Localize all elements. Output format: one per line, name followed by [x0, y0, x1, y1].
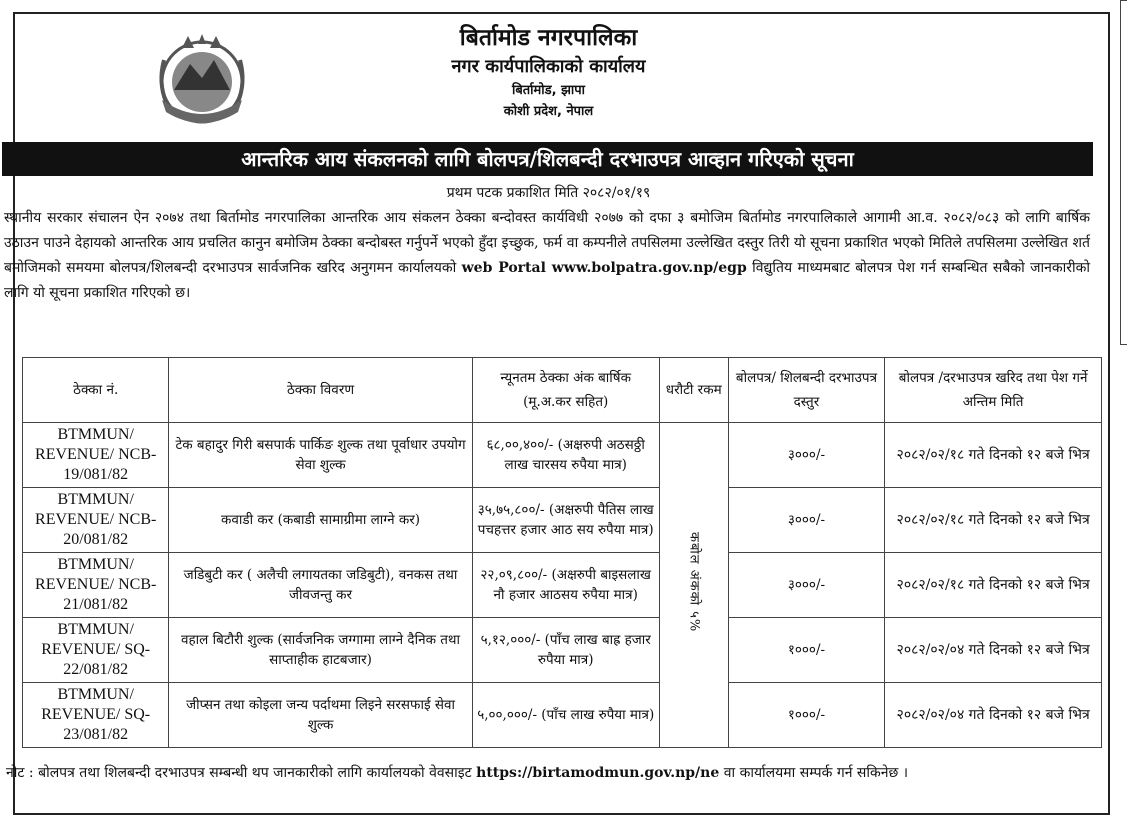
tender-deadline: २०८२/०२/१८ गते दिनको १२ बजे भित्र — [885, 488, 1102, 553]
tender-amount: ५,००,०००/- (पाँच लाख रुपैया मात्र) — [472, 683, 659, 748]
tender-amount: २२,०९,८००/- (अक्षरुपी बाइसलाख नौ हजार आठसय रुपैया मात्र) — [472, 553, 659, 618]
tender-desc: जीप्सन तथा कोइला जन्य पर्दाथमा लिइने सरसफाई सेवा शुल्क — [169, 683, 472, 748]
table-header-row — [23, 358, 1102, 423]
body-text-part2: विद्युतिय माध्यमबाट बोलपत्र पेश गर्न सम्बन्धित सबैको जानकारीको लागि यो सूचना प्रकाशित गरिएको छ। — [4, 260, 1091, 301]
tender-fee: ३०००/- — [728, 423, 885, 488]
table-row — [23, 488, 1102, 553]
tender-deadline: २०८२/०२/१८ गते दिनको १२ बजे भित्र — [885, 423, 1102, 488]
tender-desc: वहाल बिटौरी शुल्क (सार्वजनिक जग्गामा लाग्ने दैनिक तथा साप्ताहीक हाटबजार) — [169, 618, 472, 683]
address-line-2: कोशी प्रदेश, नेपाल — [503, 104, 594, 119]
note-part2: वा कार्यालयमा सम्पर्क गर्न सकिनेछ । — [723, 765, 909, 781]
notice-title-banner: आन्तरिक आय संकलनको लागि बोलपत्र/शिलबन्दी दरभाउपत्र आव्हान गरिएको सूचना — [2, 142, 1093, 176]
tender-amount: ३५,७५,८००/- (अक्षरुपी पैतिस लाख पचहत्तर हजार आठ सय रुपैया मात्र) — [472, 488, 659, 553]
tender-deadline: २०८२/०२/०४ गते दिनको १२ बजे भित्र — [885, 618, 1102, 683]
body-text-part1: स्थानीय सरकार संचालन ऐन २०७४ तथा बिर्तामोड नगरपालिका आन्तरिक आय संकलन ठेक्का बन्दोवस्त कार्यविधी २०७७ को दफा ३ बमोजिम बिर्तामोड नगरपालिकाले आगामी आ.व. २०८२/०८३ को लागि बार्षिक उठाउन पाउने देहायको आन्तरिक आय प्रचलित कानुन बमोजिम ठेक्का बन्दोबस्त गर्नुपर्ने भएको हुँदा इच्छुक, फर्म वा कम्पनीले तपसिलमा उल्लेखित दस्तुर तिरी यो सूचना प्रकाशित भएको मितिले तपसिलमा उल्लेखित शर्त बमोजिमको समयमा बोलपत्र/शिलबन्दी दरभाउपत्र सार्वजनिक खरिद अनुगमन कार्यालयको — [4, 210, 1090, 276]
org-name: बिर्तामोड नगरपालिका — [459, 25, 638, 51]
page-edge-mark — [1120, 0, 1127, 345]
office-name: नगर कार्यपालिकाको कार्यालय — [451, 56, 646, 77]
notice-body — [4, 206, 1090, 306]
note-part1: नोट : बोलपत्र तथा शिलबन्दी दरभाउपत्र सम्बन्धी थप जानकारीको लागि कार्यालयको वेवसाइट — [6, 765, 472, 781]
website-link[interactable]: https://birtamodmun.gov.np/ne — [476, 765, 720, 781]
tender-fee: १०००/- — [728, 683, 885, 748]
table-row — [23, 553, 1102, 618]
table-row — [23, 618, 1102, 683]
tender-ref: BTMMUN/ REVENUE/ SQ-22/081/82 — [23, 618, 169, 683]
tender-deadline: २०८२/०२/०४ गते दिनको १२ बजे भित्र — [885, 683, 1102, 748]
table-row — [23, 423, 1102, 488]
portal-link: web Portal www.bolpatra.gov.np/egp — [461, 260, 747, 276]
deposit-text: कबोल अंकको ५% — [686, 531, 702, 633]
tender-deadline: २०८२/०२/१८ गते दिनको १२ बजे भित्र — [885, 553, 1102, 618]
tender-ref: BTMMUN/ REVENUE/ NCB-19/081/82 — [23, 423, 169, 488]
tender-desc: कवाडी कर (कबाडी सामाग्रीमा लाग्ने कर) — [169, 488, 472, 553]
tender-desc: टेक बहादुर गिरी बसपार्क पार्किङ शुल्क तथा पूर्वाधार उपयोग सेवा शुल्क — [169, 423, 472, 488]
tender-fee: १०००/- — [728, 618, 885, 683]
header-deposit: धरौटी रकम — [659, 358, 728, 423]
tender-fee: ३०००/- — [728, 488, 885, 553]
notice-header — [0, 22, 1097, 122]
footer-note — [6, 760, 1092, 786]
header-min-amount: न्यूनतम ठेक्का अंक बार्षिक (मू.अ.कर सहित) — [472, 358, 659, 423]
header-deadline: बोलपत्र /दरभाउपत्र खरिद तथा पेश गर्ने अन्तिम मिति — [885, 358, 1102, 423]
tender-amount: ५,१२,०००/- (पाँच लाख बाह्र हजार रुपैया मात्र) — [472, 618, 659, 683]
tender-fee: ३०००/- — [728, 553, 885, 618]
tender-table — [22, 357, 1102, 748]
address-line-1: बिर्तामोड, झापा — [511, 83, 586, 98]
header-fee: बोलपत्र/ शिलबन्दी दरभाउपत्र दस्तुर — [728, 358, 885, 423]
tender-ref: BTMMUN/ REVENUE/ NCB-21/081/82 — [23, 553, 169, 618]
tender-ref: BTMMUN/ REVENUE/ NCB-20/081/82 — [23, 488, 169, 553]
deposit-cell — [659, 423, 728, 748]
header-desc: ठेक्का विवरण — [169, 358, 472, 423]
header-ref: ठेक्का नं. — [23, 358, 169, 423]
tender-ref: BTMMUN/ REVENUE/ SQ-23/081/82 — [23, 683, 169, 748]
tender-desc: जडिबुटी कर ( अलैची लगायतका जडिबुटी), वनकस तथा जीवजन्तु कर — [169, 553, 472, 618]
table-row — [23, 683, 1102, 748]
publish-date: प्रथम पटक प्रकाशित मिति २०८२/०१/१९ — [446, 185, 651, 201]
tender-amount: ६८,००,४००/- (अक्षरुपी अठसठ्ठी लाख चारसय रुपैया मात्र) — [472, 423, 659, 488]
